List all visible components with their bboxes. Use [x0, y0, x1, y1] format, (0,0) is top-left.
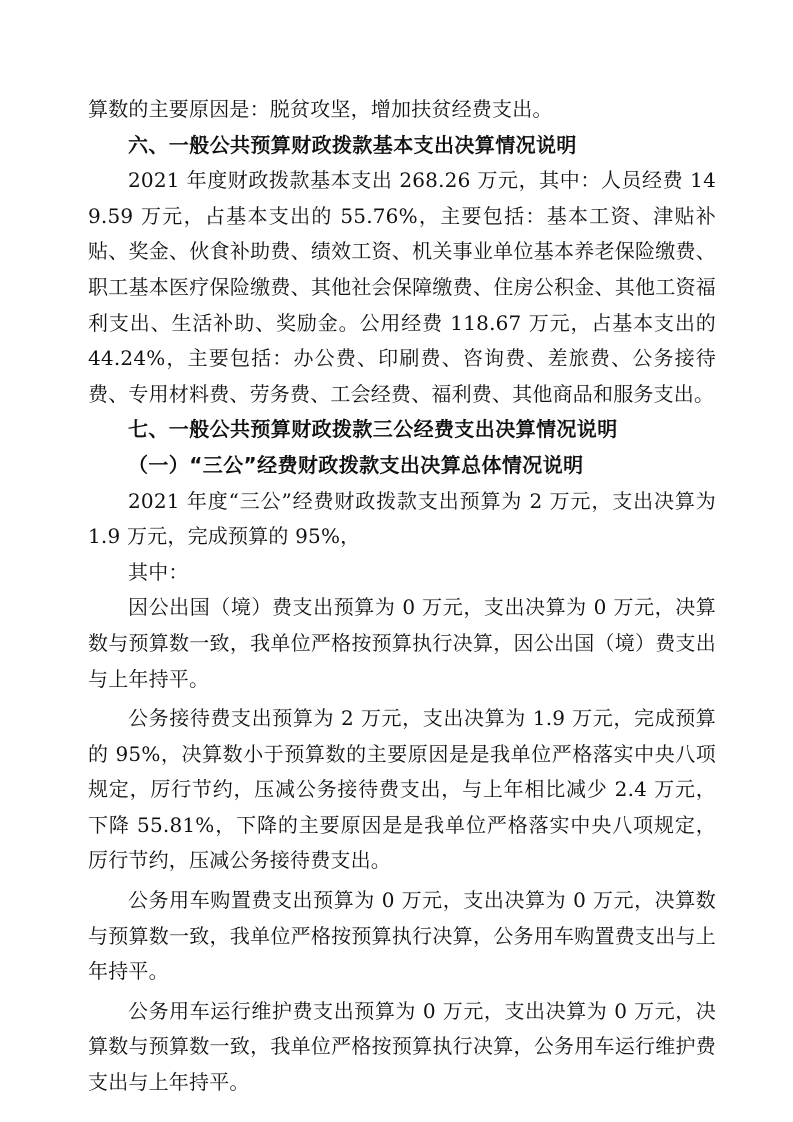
- travel-abroad-paragraph: 因公出国（境）费支出预算为 0 万元，支出决算为 0 万元，决算数与预算数一致，我单位严格按预算执行决算，因公出国（境）费支出与上年持平。: [88, 595, 716, 691]
- section-7-subheading: （一）“三公”经费财政拨款支出决算总体情况说明: [128, 452, 584, 477]
- vehicle-purchase-paragraph: 公务用车购置费支出预算为 0 万元，支出决算为 0 万元，决算数与预算数一致，我单位严格按预算执行决算，公务用车购置费支出与上年持平。: [88, 888, 716, 984]
- section-6-heading: 六、一般公共预算财政拨款基本支出决算情况说明: [128, 132, 577, 157]
- vehicle-maintenance-paragraph: 公务用车运行维护费支出预算为 0 万元，支出决算为 0 万元，决算数与预算数一致，我单位严格按预算执行决算，公务用车运行维护费支出与上年持平。: [88, 998, 716, 1095]
- section-6-paragraph: 2021 年度财政拨款基本支出 268.26 万元，其中：人员经费 149.59 万元，占基本支出的 55.76%，主要包括：基本工资、津贴补贴、奖金、伙食补助费、绩效工资、机关事业单位基本养老保险缴费、职工基本医疗保险缴费、其他社会保障缴费、住房公积金、其他工资福利支出、生活补助、奖励金。公用经费 118.67 万元，占基本支出的 44.24%，主要包括：办公费、印刷费、咨询费、差旅费、公务接待费、专用材料费、劳务费、工会经费、福利费、其他商品和服务支出。: [88, 168, 716, 406]
- reception-expense-paragraph: 公务接待费支出预算为 2 万元，支出决算为 1.9 万元，完成预算的 95%，决算数小于预算数的主要原因是是我单位严格落实中央八项规定，厉行节约，压减公务接待费支出，与上年相比减少 2.4 万元，下降 55.81%，下降的主要原因是是我单位严格落实中央八项规定，厉行节约，压减公务接待费支出。: [88, 706, 716, 873]
- three-public-overview-paragraph: 2021 年度“三公”经费财政拨款支出预算为 2 万元，支出决算为 1.9 万元，完成预算的 95%，: [88, 488, 716, 549]
- document-body: [88, 92, 716, 1101]
- among-label: 其中：: [128, 559, 189, 584]
- previous-paragraph-tail: 算数的主要原因是：脱贫攻坚，增加扶贫经费支出。: [88, 97, 553, 121]
- section-7-heading: 七、一般公共预算财政拨款三公经费支出决算情况说明: [128, 417, 618, 442]
